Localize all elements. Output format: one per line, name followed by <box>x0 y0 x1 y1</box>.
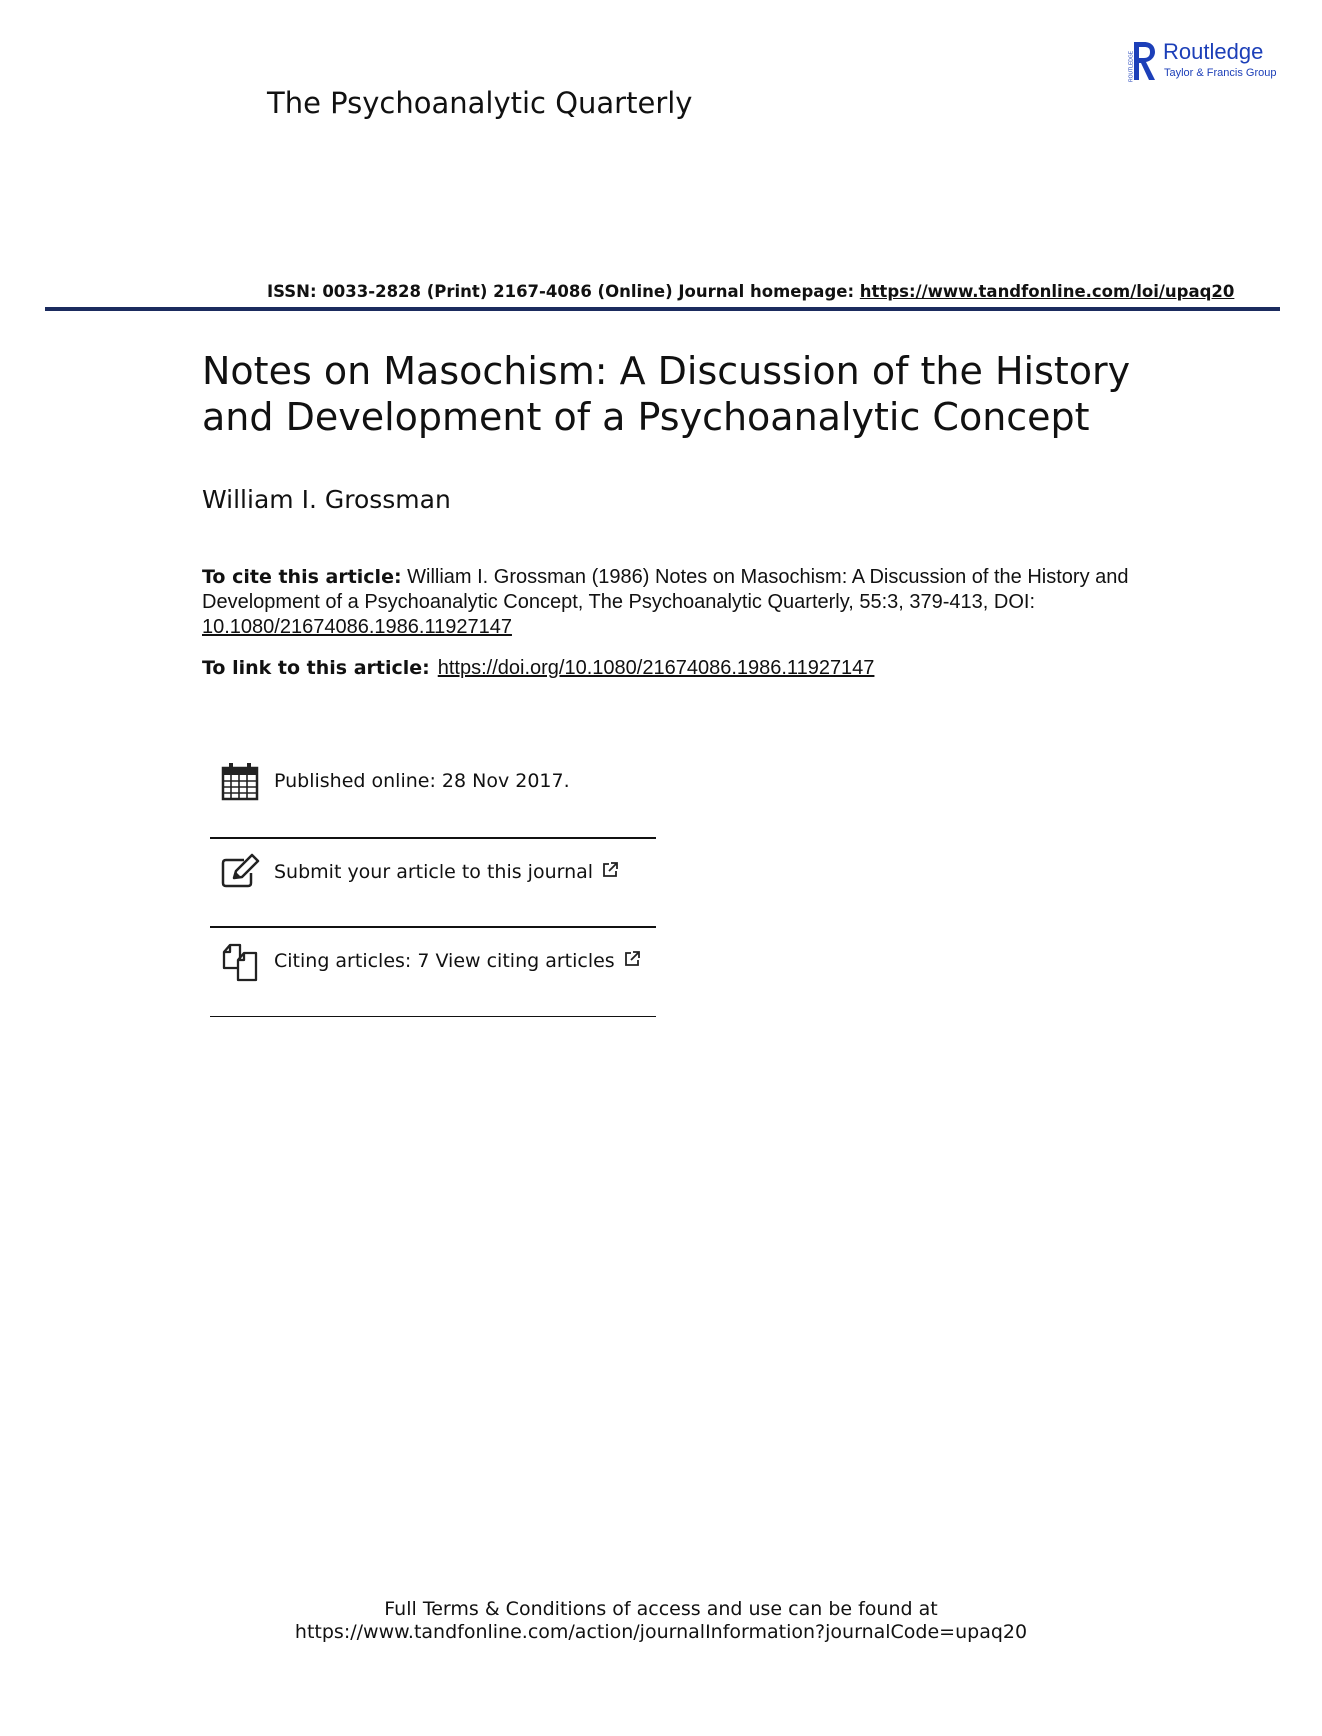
publisher-name: Routledge <box>1163 39 1264 64</box>
external-link-icon <box>601 861 619 879</box>
link-label: To link to this article: <box>202 657 430 679</box>
citing-label: Citing articles: 7 View citing articles <box>274 950 615 972</box>
journal-homepage-link[interactable]: https://www.tandfonline.com/loi/upaq20 <box>859 282 1235 301</box>
edit-icon <box>220 853 260 893</box>
terms-line: Full Terms & Conditions of access and use can be found at <box>384 1598 938 1620</box>
submit-label: Submit your article to this journal <box>274 861 594 883</box>
logo-vertical-text: ROUTLEDGE <box>1128 50 1135 82</box>
external-link-icon <box>623 950 641 968</box>
article-title: Notes on Masochism: A Discussion of the History and Development of a Psychoanalytic Concept <box>202 349 1131 439</box>
citing-row[interactable] <box>210 942 656 1002</box>
published-row <box>210 762 656 822</box>
citation-block <box>202 565 1132 640</box>
citing-articles-link[interactable] <box>274 950 641 972</box>
submit-article-link[interactable] <box>274 861 619 883</box>
header-divider <box>45 307 1280 311</box>
publisher-subtitle: Taylor & Francis Group <box>1164 67 1277 79</box>
cite-doi-link[interactable]: 10.1080/21674086.1986.11927147 <box>202 616 512 638</box>
routledge-logo-icon <box>1128 38 1158 84</box>
cite-text: William I. Grossman (1986) Notes on Masochism: A Discussion of the History and Development of a Psychoanalytic Concept, The Psychoanalytic Quarterly, 55:3, 379-413, DOI: <box>202 566 1129 613</box>
issn-line <box>267 282 1234 301</box>
issn-text: ISSN: 0033-2828 (Print) 2167-4086 (Online) Journal homepage: <box>267 282 860 301</box>
terms-footer <box>0 1598 1322 1644</box>
copy-documents-icon <box>220 942 260 982</box>
article-doi-link[interactable]: https://doi.org/10.1080/21674086.1986.11927147 <box>437 657 875 679</box>
article-author: William I. Grossman <box>202 485 451 514</box>
info-divider <box>210 837 656 839</box>
submit-row[interactable] <box>210 853 656 913</box>
cite-label: To cite this article: <box>202 566 402 588</box>
calendar-icon <box>220 762 260 802</box>
terms-url[interactable]: https://www.tandfonline.com/action/journalInformation?journalCode=upaq20 <box>294 1621 1028 1643</box>
article-link-block <box>202 657 874 680</box>
publisher-logo[interactable] <box>1128 38 1288 84</box>
journal-title: The Psychoanalytic Quarterly <box>267 86 693 120</box>
info-divider <box>210 1016 656 1017</box>
published-date: Published online: 28 Nov 2017. <box>274 770 570 792</box>
info-divider <box>210 926 656 928</box>
